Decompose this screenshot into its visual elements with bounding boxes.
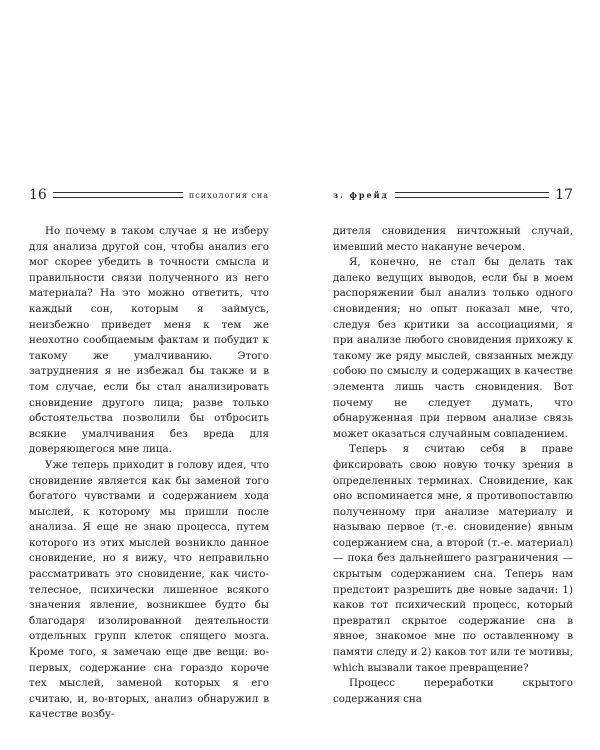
right-page [333,186,573,707]
paragraph: Теперь я считаю себя в праве фиксировать свою новую точку зрения в определенных терминах. Сновидение, как оно вспоминается мне, я противопоставлю полученному при анализе материалу и называю первое (т.-е. сновидение) явным содержанием сна, а второй (т.-е. материал) — пока без дальнейшего разграничения — скрытым содержанием сна. Теперь нам предстоит разрешить две новые задачи: 1) каков тот психический процесс, который превратил скрытое содержание сна в явное, знакомое мне по оставленному в памяти следу и 2) каков тот или те мотивы, which вызвали такое превращение? [333,443,573,674]
page-number: 17 [555,187,573,203]
right-page-text [333,224,573,707]
page-number: 16 [29,187,47,203]
left-page [29,186,269,723]
header-rule [53,192,183,198]
paragraph: дителя сновидения ничтожный случай, имевший место накануне вечером. [333,225,573,253]
paragraph: Процесс переработки скрытого содержания сна [333,677,573,705]
right-page-header [333,186,573,204]
paragraph: Я, конечно, не стал бы делать так далеко ведущих выводов, если бы в моем распоряжении был анализ только одного сновидения; но опыт показал мне, что, следуя без критики за ассоциациями, я при анализе любого сновидения прихожу к такому же ряду мыслей, связанных между собою по смыслу и содержащих в качестве элемента лишь часть сновидения. Вот почему не следует думать, что обнаруженная при первом анализе связь может оказаться случайным совпадением. [333,256,573,440]
running-head: з. фрейд [333,190,389,200]
left-page-text [29,224,269,723]
paragraph: Уже теперь приходит в голову идея, что сновидение является как бы заменой того богатого чувствами и содержанием хода мыслей, к которому мы пришли после анализа. Я еще не знаю процесса, путем которого из этих мыслей возникло данное сновидение, но я вижу, что неправильно рассматривать это сновидение, как чисто-телесное, психически лишенное всякого значения явление, возникшее будто бы благодаря изолированной деятельности отдельных групп клеток спящего мозга. Кроме того, я замечаю еще две вещи: во-первых, содержание сна гораздо короче тех мыслей, заменой которых я его считаю, и, во-вторых, анализ обнаружил в качестве возбу- [29,458,269,721]
paragraph: Но почему в таком случае я не изберу для анализа другой сон, чтобы анализ его мог скорее убедить в точности смысла и правильности связи полученного из него материала? На это можно ответить, что каждый сон, которым я займусь, неизбежно приведет меня к тем же неохотно сообщаемым фактам и побудит к такому же умалчиванию. Этого затруднения я не избежал бы также и в том случае, если бы стал анализировать сновидение другого лица; разве только обстоятельства позволили бы отбросить всякие умалчивания без вреда для доверяющегося мне лица. [29,225,269,456]
header-rule [395,192,549,198]
running-head: психология сна [188,190,269,200]
left-page-header [29,186,269,204]
